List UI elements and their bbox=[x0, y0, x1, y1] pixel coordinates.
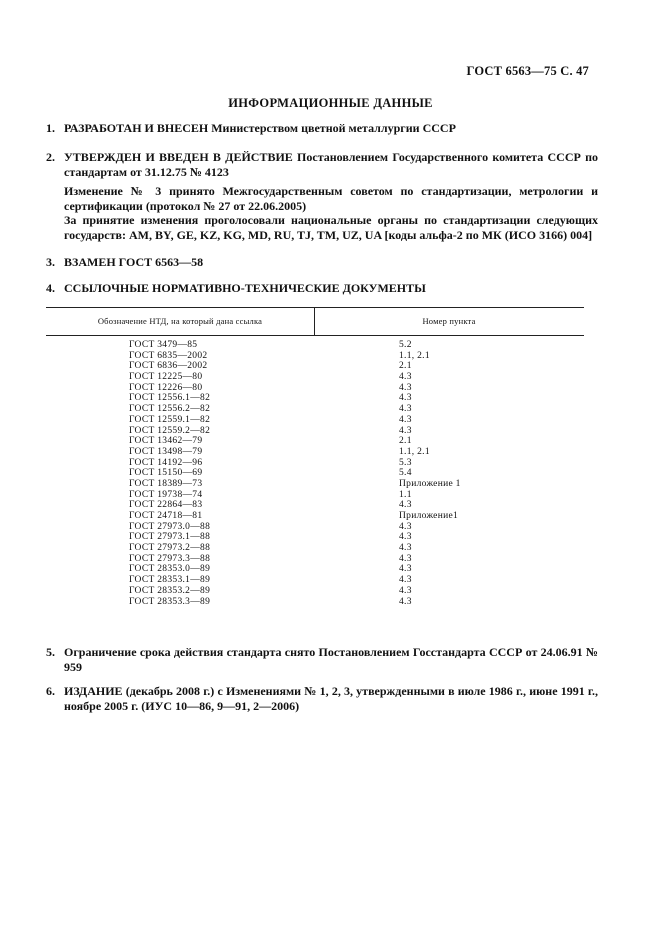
section-text: РАЗРАБОТАН И ВНЕСЕН Министерством цветной металлургии СССР bbox=[64, 121, 456, 135]
section-2 bbox=[46, 150, 598, 180]
table-row bbox=[46, 383, 584, 394]
table-cell-document: ГОСТ 12225—80 bbox=[129, 372, 203, 383]
section-text: ВЗАМЕН ГОСТ 6563—58 bbox=[64, 255, 204, 269]
table-row bbox=[46, 468, 584, 479]
table-cell-document: ГОСТ 28353.3—89 bbox=[129, 596, 211, 607]
table-row bbox=[46, 361, 584, 372]
table-row bbox=[46, 490, 584, 501]
table-cell-document: ГОСТ 27973.0—88 bbox=[129, 521, 211, 532]
table-cell-document: ГОСТ 18389—73 bbox=[129, 478, 203, 489]
table-row bbox=[46, 415, 584, 426]
table-cell-item: 2.1 bbox=[399, 361, 412, 372]
table-cell-item: 4.3 bbox=[399, 564, 412, 575]
table-cell-document: ГОСТ 13462—79 bbox=[129, 436, 203, 447]
section-number: 1. bbox=[46, 121, 55, 135]
table-cell-document: ГОСТ 28353.2—89 bbox=[129, 585, 211, 596]
table-cell-item: Приложение1 bbox=[399, 511, 459, 521]
table-cell-item: 4.3 bbox=[399, 596, 412, 607]
table-row bbox=[46, 404, 584, 415]
section-number: 5. bbox=[46, 645, 55, 659]
table-cell-document: ГОСТ 12559.1—82 bbox=[129, 414, 211, 425]
section-1 bbox=[46, 121, 598, 136]
section-4 bbox=[46, 281, 598, 296]
table-cell-item: 4.3 bbox=[399, 521, 412, 532]
table-row bbox=[46, 351, 584, 362]
table-row bbox=[46, 511, 584, 522]
table-row bbox=[46, 597, 584, 608]
section-number: 6. bbox=[46, 684, 55, 698]
table-cell-item: 5.2 bbox=[399, 340, 412, 350]
table-cell-item: 4.3 bbox=[399, 414, 412, 425]
table-cell-document: ГОСТ 12556.2—82 bbox=[129, 404, 211, 415]
table-cell-document: ГОСТ 12559.2—82 bbox=[129, 425, 211, 436]
table-cell-document: ГОСТ 12226—80 bbox=[129, 382, 203, 393]
table-cell-document: ГОСТ 12556.1—82 bbox=[129, 393, 211, 404]
table-cell-item: 1.1, 2.1 bbox=[399, 446, 430, 457]
table-body bbox=[46, 340, 584, 607]
table-cell-document: ГОСТ 28353.1—89 bbox=[129, 575, 211, 586]
table-cell-item: 4.3 bbox=[399, 543, 412, 554]
table-row bbox=[46, 554, 584, 565]
table-cell-document: ГОСТ 6836—2002 bbox=[129, 361, 208, 372]
table-header-item: Номер пункта bbox=[422, 316, 476, 326]
table-row bbox=[46, 458, 584, 469]
table-cell-document: ГОСТ 3479—85 bbox=[129, 340, 198, 350]
table-cell-item: 4.3 bbox=[399, 585, 412, 596]
table-cell-document: ГОСТ 27973.2—88 bbox=[129, 543, 211, 554]
page-header-ref: ГОСТ 6563—75 С. 47 bbox=[466, 64, 589, 78]
table-cell-item: 1.1 bbox=[399, 489, 412, 500]
table-cell-item: 4.3 bbox=[399, 425, 412, 436]
table-row bbox=[46, 532, 584, 543]
table-row bbox=[46, 447, 584, 458]
table-cell-item: 5.4 bbox=[399, 468, 412, 479]
table-cell-document: ГОСТ 15150—69 bbox=[129, 468, 203, 479]
table-cell-item: Приложение 1 bbox=[399, 478, 461, 489]
section-5 bbox=[46, 645, 598, 675]
table-row bbox=[46, 575, 584, 586]
table-cell-item: 4.3 bbox=[399, 382, 412, 393]
table-row bbox=[46, 564, 584, 575]
section-text: Ограничение срока действия стандарта снято Постановлением Госстандарта СССР от 24.06.91 № 959 bbox=[64, 645, 598, 674]
section-number: 3. bbox=[46, 255, 55, 269]
table-row bbox=[46, 522, 584, 533]
page-title: ИНФОРМАЦИОННЫЕ ДАННЫЕ bbox=[228, 96, 433, 110]
section-text: ССЫЛОЧНЫЕ НОРМАТИВНО-ТЕХНИЧЕСКИЕ ДОКУМЕНТЫ bbox=[64, 281, 426, 295]
table-row bbox=[46, 426, 584, 437]
table-top-rule bbox=[46, 307, 584, 308]
table-row bbox=[46, 340, 584, 351]
table-cell-item: 1.1, 2.1 bbox=[399, 350, 430, 361]
table-row bbox=[46, 436, 584, 447]
section-3 bbox=[46, 255, 598, 270]
table-row bbox=[46, 500, 584, 511]
table-header-rule bbox=[46, 335, 584, 336]
table-cell-item: 4.3 bbox=[399, 372, 412, 383]
table-row bbox=[46, 479, 584, 490]
table-cell-item: 4.3 bbox=[399, 500, 412, 511]
table-cell-document: ГОСТ 6835—2002 bbox=[129, 350, 208, 361]
table-header-document: Обозначение НТД, на который дана ссылка bbox=[97, 316, 263, 326]
table-cell-document: ГОСТ 19738—74 bbox=[129, 489, 203, 500]
table-cell-document: ГОСТ 27973.1—88 bbox=[129, 532, 211, 543]
table-cell-document: ГОСТ 13498—79 bbox=[129, 446, 203, 457]
table-cell-document: ГОСТ 14192—96 bbox=[129, 457, 203, 468]
table-row bbox=[46, 393, 584, 404]
table-cell-item: 4.3 bbox=[399, 404, 412, 415]
table-cell-document: ГОСТ 28353.0—89 bbox=[129, 564, 211, 575]
table-cell-item: 2.1 bbox=[399, 436, 412, 447]
table-cell-document: ГОСТ 24718—81 bbox=[129, 511, 203, 521]
table-cell-document: ГОСТ 27973.3—88 bbox=[129, 553, 211, 564]
section-number: 2. bbox=[46, 150, 55, 164]
table-cell-item: 4.3 bbox=[399, 532, 412, 543]
table-cell-item: 4.3 bbox=[399, 393, 412, 404]
amendment-note: Изменение № 3 принято Межгосударственным советом по стандартизации, метрологии и сертификации (протокол № 27 от 22.06.2005) bbox=[64, 184, 598, 213]
table-cell-item: 5.3 bbox=[399, 457, 412, 468]
section-text: ИЗДАНИЕ (декабрь 2008 г.) с Изменениями № 1, 2, 3, утвержденными в июле 1986 г., июне 1991 г., ноябре 2005 г. (ИУС 10—86, 9—91, 2—2006) bbox=[64, 684, 598, 713]
table-row bbox=[46, 372, 584, 383]
section-6 bbox=[46, 684, 598, 714]
table-row bbox=[46, 543, 584, 554]
table-cell-item: 4.3 bbox=[399, 575, 412, 586]
section-text: УТВЕРЖДЕН И ВВЕДЕН В ДЕЙСТВИЕ Постановлением Государственного комитета СССР по стандартам от 31.12.75 № 4123 bbox=[64, 150, 598, 179]
section-number: 4. bbox=[46, 281, 55, 295]
table-row bbox=[46, 586, 584, 597]
table-cell-document: ГОСТ 22864—83 bbox=[129, 500, 203, 511]
amendment-voting: За принятие изменения проголосовали национальные органы по стандартизации следующих государств: AM, BY, GE, KZ, KG, MD, RU, TJ, TM, UZ, UA [коды альфа-2 по МК (ИСО 3166) 004] bbox=[64, 213, 598, 242]
table-cell-item: 4.3 bbox=[399, 553, 412, 564]
